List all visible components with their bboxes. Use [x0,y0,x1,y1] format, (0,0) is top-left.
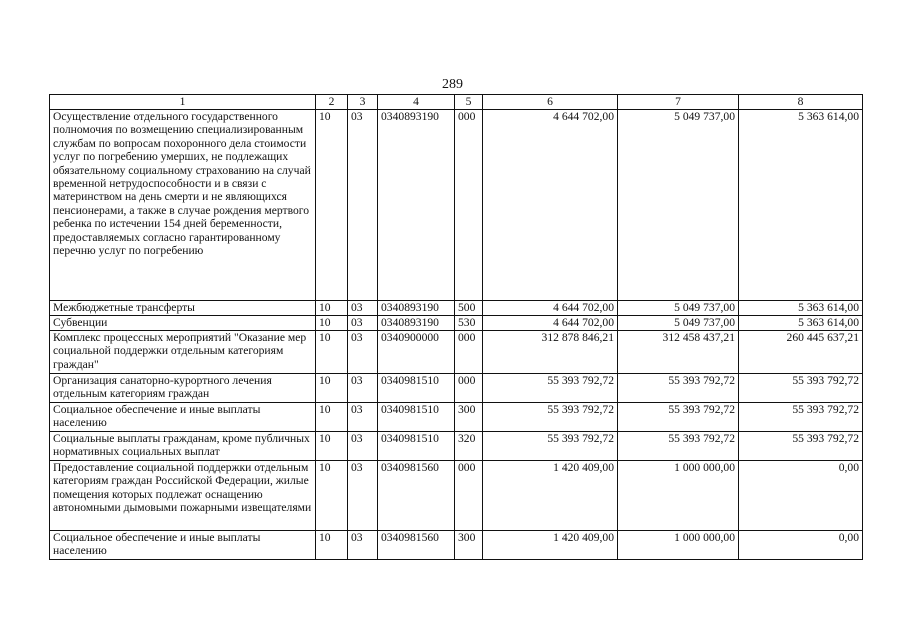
row-name: Социальное обеспечение и иные выплаты населению [50,403,316,432]
row-subsection: 03 [348,374,378,403]
row-value-8: 55 393 792,72 [739,432,863,461]
row-value-7: 312 458 437,21 [618,331,739,374]
row-section: 10 [316,461,348,531]
row-value-7: 55 393 792,72 [618,403,739,432]
row-value-6: 1 420 409,00 [483,461,618,531]
row-name: Комплекс процессных мероприятий "Оказание мер социальной поддержки отдельным категориям граждан" [50,331,316,374]
table-row [50,316,863,331]
row-target-article: 0340981560 [378,531,455,560]
row-section: 10 [316,374,348,403]
row-target-article: 0340981510 [378,403,455,432]
row-section: 10 [316,531,348,560]
table-row [50,301,863,316]
row-name: Межбюджетные трансферты [50,301,316,316]
row-target-article: 0340893190 [378,301,455,316]
row-section: 10 [316,331,348,374]
row-value-8: 5 363 614,00 [739,301,863,316]
row-value-8: 5 363 614,00 [739,316,863,331]
column-header-7: 7 [618,95,739,110]
row-subsection: 03 [348,432,378,461]
row-target-article: 0340900000 [378,331,455,374]
table-row [50,461,863,531]
row-value-7: 55 393 792,72 [618,432,739,461]
row-value-8: 55 393 792,72 [739,374,863,403]
row-expense-type: 500 [455,301,483,316]
page-number: 289 [442,77,463,92]
row-subsection: 03 [348,461,378,531]
row-target-article: 0340981510 [378,374,455,403]
row-name: Социальные выплаты гражданам, кроме публичных нормативных социальных выплат [50,432,316,461]
row-value-6: 55 393 792,72 [483,403,618,432]
row-value-7: 55 393 792,72 [618,374,739,403]
row-value-7: 5 049 737,00 [618,301,739,316]
row-target-article: 0340981510 [378,432,455,461]
row-subsection: 03 [348,316,378,331]
row-value-7: 1 000 000,00 [618,461,739,531]
row-section: 10 [316,316,348,331]
table-row [50,531,863,560]
row-value-8: 5 363 614,00 [739,110,863,301]
column-header-8: 8 [739,95,863,110]
row-name: Предоставление социальной поддержки отдельным категориям граждан Российской Федерации, жилые помещения которых подлежат оснащению автономными дымовыми пожарными извещателями [50,461,316,531]
row-value-8: 260 445 637,21 [739,331,863,374]
row-value-6: 55 393 792,72 [483,374,618,403]
row-target-article: 0340893190 [378,316,455,331]
row-target-article: 0340981560 [378,461,455,531]
column-header-6: 6 [483,95,618,110]
row-subsection: 03 [348,301,378,316]
row-expense-type: 530 [455,316,483,331]
row-value-6: 55 393 792,72 [483,432,618,461]
row-expense-type: 000 [455,461,483,531]
row-value-8: 55 393 792,72 [739,403,863,432]
row-name: Осуществление отдельного государственного полномочия по возмещению специализированным службам по вопросам похоронного дела стоимости услуг по погребению умерших, не подлежащих обязательному социальному страхованию на случай временной нетрудоспособности и в связи с материнством на день смерти и не являющихся пенсионерами, а также в случае рождения мертвого ребенка по истечении 154 дней беременности, предоставляемых согласно гарантированному перечню услуг по погребению [50,110,316,301]
row-subsection: 03 [348,531,378,560]
row-expense-type: 300 [455,531,483,560]
row-expense-type: 000 [455,374,483,403]
table-row [50,432,863,461]
table-row [50,403,863,432]
row-expense-type: 300 [455,403,483,432]
row-value-7: 1 000 000,00 [618,531,739,560]
row-value-6: 1 420 409,00 [483,531,618,560]
row-value-6: 312 878 846,21 [483,331,618,374]
column-header-3: 3 [348,95,378,110]
table-row [50,331,863,374]
row-value-7: 5 049 737,00 [618,110,739,301]
row-subsection: 03 [348,110,378,301]
row-value-8: 0,00 [739,531,863,560]
column-header-1: 1 [50,95,316,110]
row-section: 10 [316,110,348,301]
column-header-4: 4 [378,95,455,110]
row-expense-type: 000 [455,110,483,301]
row-value-6: 4 644 702,00 [483,316,618,331]
column-header-2: 2 [316,95,348,110]
header-row [50,95,863,110]
row-name: Субвенции [50,316,316,331]
row-value-8: 0,00 [739,461,863,531]
row-expense-type: 000 [455,331,483,374]
row-section: 10 [316,403,348,432]
row-name: Организация санаторно-курортного лечения отдельным категориям граждан [50,374,316,403]
row-value-6: 4 644 702,00 [483,110,618,301]
row-name: Социальное обеспечение и иные выплаты населению [50,531,316,560]
table-row [50,374,863,403]
row-section: 10 [316,432,348,461]
column-header-5: 5 [455,95,483,110]
table-row [50,110,863,301]
row-subsection: 03 [348,403,378,432]
row-expense-type: 320 [455,432,483,461]
row-target-article: 0340893190 [378,110,455,301]
row-subsection: 03 [348,331,378,374]
row-value-6: 4 644 702,00 [483,301,618,316]
budget-table [49,94,863,560]
row-section: 10 [316,301,348,316]
row-value-7: 5 049 737,00 [618,316,739,331]
